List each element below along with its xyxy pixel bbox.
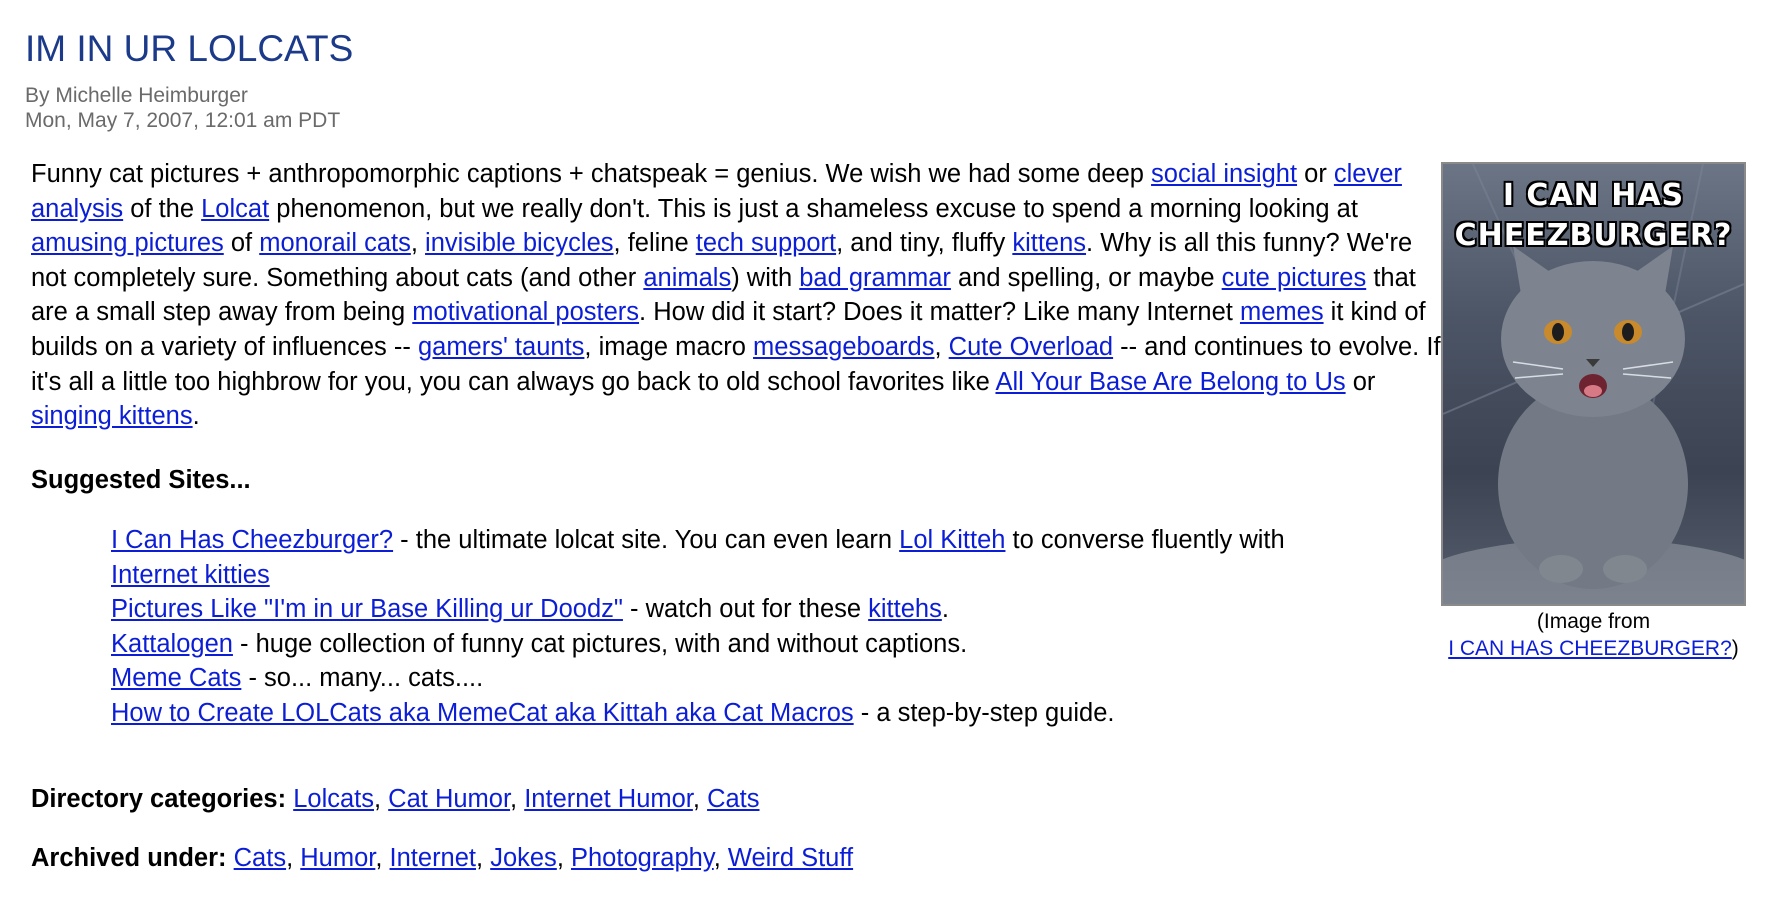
link-internet-kitties[interactable]: Internet kitties [111,560,270,589]
suggested-sites-heading: Suggested Sites... [31,466,251,494]
article-body [31,157,1441,434]
body-text: of the [123,194,202,223]
body-text: -- and continues to evolve. If it's all a little too highbrow for you, you can always go back to old school favorites like [31,332,1441,396]
body-text: , image macro [584,332,754,361]
list-item [111,661,1411,696]
separator: , [713,844,728,872]
item-text: to converse fluently with [1005,526,1285,554]
body-text: , feline [613,229,696,258]
body-text: and spelling, or maybe [950,263,1222,292]
directory-categories [31,785,760,814]
separator: , [476,844,491,872]
separator: , [286,844,301,872]
link-i-can-has-cheezburger[interactable]: I Can Has Cheezburger? [111,526,394,554]
item-text: - the ultimate lolcat site. You can even learn [393,526,900,554]
suggested-sites-list [111,523,1411,731]
separator: , [692,785,708,813]
body-text: or [1345,367,1376,396]
link-motivational-posters[interactable]: motivational posters [412,298,640,327]
separator: , [374,785,389,813]
link-tech-support[interactable]: tech support [695,229,837,258]
body-text: . Why is all this funny? We're not completely sure. Something about cats (and other [31,229,1413,292]
body-text: phenomenon, but we really don't. This is just a shameless excuse to spend a morning looking at [269,194,1358,223]
credit-line [1441,635,1746,662]
archived-under [31,844,853,873]
body-text: , [410,229,426,258]
body-text: . [192,402,200,431]
separator: , [510,785,525,813]
category-link-internet-humor[interactable]: Internet Humor [524,785,693,813]
category-link-cats[interactable]: Cats [707,785,760,813]
item-text: - a step-by-step guide. [853,698,1115,727]
link-messageboards[interactable]: messageboards [753,332,935,361]
link-animals[interactable]: animals [643,263,732,292]
archive-link-jokes[interactable]: Jokes [490,844,557,872]
link-memes[interactable]: memes [1239,298,1324,327]
body-text: it kind of builds on a variety of influences -- [31,298,1426,361]
link-cute-overload[interactable]: Cute Overload [948,332,1114,361]
link-monorail-cats[interactable]: monorail cats [259,229,411,258]
link-meme-cats[interactable]: Meme Cats [111,664,242,693]
link-pictures-like-base[interactable]: Pictures Like "I'm in ur Base Killing ur Doodz" [111,595,623,624]
credit-prefix: (Image from [1536,610,1651,633]
link-kattalogen[interactable]: Kattalogen [111,629,233,658]
link-lol-kitteh[interactable]: Lol Kitteh [899,526,1006,554]
image-caption-line: CHEEZBURGER? [1454,218,1733,253]
link-all-your-base[interactable]: All Your Base Are Belong to Us [995,367,1346,396]
archive-link-photography[interactable]: Photography [570,844,714,872]
list-item [111,523,1411,592]
list-item [111,696,1411,731]
body-text: Funny cat pictures + anthropomorphic captions + chatspeak = genius. We wish we had some deep [31,160,1152,188]
archived-label: Archived under: [31,844,227,872]
body-text: , and tiny, fluffy [836,229,1013,258]
list-item [111,627,1411,662]
separator: , [375,844,390,872]
link-lolcat[interactable]: Lolcat [201,194,270,223]
archive-link-internet[interactable]: Internet [389,844,477,872]
image-credit [1441,608,1746,662]
category-link-lolcats[interactable]: Lolcats [293,785,374,813]
link-singing-kittens[interactable]: singing kittens [31,402,193,431]
list-item [111,592,1411,627]
link-amusing-pictures[interactable]: amusing pictures [31,229,224,258]
image-caption-line: I CAN HAS [1502,178,1685,213]
image-caption [1443,176,1744,256]
category-link-cat-humor[interactable]: Cat Humor [388,785,511,813]
body-text: that are a small step away from being [31,263,1416,327]
credit-link-cheezburger[interactable]: I CAN HAS CHEEZBURGER? [1448,637,1732,660]
author-byline: By Michelle Heimburger [25,84,248,107]
link-invisible-bicycles[interactable]: invisible bicycles [425,229,614,258]
directory-label: Directory categories: [31,785,287,813]
link-kittens[interactable]: kittens [1012,229,1087,258]
link-clever-analysis[interactable]: clever analysis [31,160,1402,223]
credit-suffix: ) [1731,637,1739,660]
body-text: ) with [731,263,800,292]
item-text: . [941,595,949,624]
intro-paragraph [31,157,1441,434]
byline-block [25,83,340,133]
publish-date: Mon, May 7, 2007, 12:01 am PDT [25,109,341,132]
item-text: - so... many... cats.... [241,664,484,693]
link-cute-pictures[interactable]: cute pictures [1221,263,1367,292]
article-title: IM IN UR LOLCATS [25,28,354,69]
link-social-insight[interactable]: social insight [1151,160,1298,188]
separator: , [556,844,571,872]
link-bad-grammar[interactable]: bad grammar [799,263,951,292]
archive-link-cats[interactable]: Cats [233,844,287,872]
item-text: - huge collection of funny cat pictures, with and without captions. [232,629,968,658]
link-gamers-taunts[interactable]: gamers' taunts [417,332,585,361]
archive-link-humor[interactable]: Humor [300,844,376,872]
body-text: . How did it start? Does it matter? Like many Internet [639,298,1240,327]
item-text: - watch out for these [622,595,869,624]
article-figure [1441,162,1746,662]
archive-link-weird-stuff[interactable]: Weird Stuff [727,844,854,872]
body-text: , [934,332,949,361]
cat-meme-image [1441,162,1746,606]
link-how-to-create-lolcats[interactable]: How to Create LOLCats aka MemeCat aka Kittah aka Cat Macros [111,698,854,727]
body-text: or [1297,160,1334,188]
body-text: of [223,229,260,258]
link-kittehs[interactable]: kittehs [868,595,942,624]
